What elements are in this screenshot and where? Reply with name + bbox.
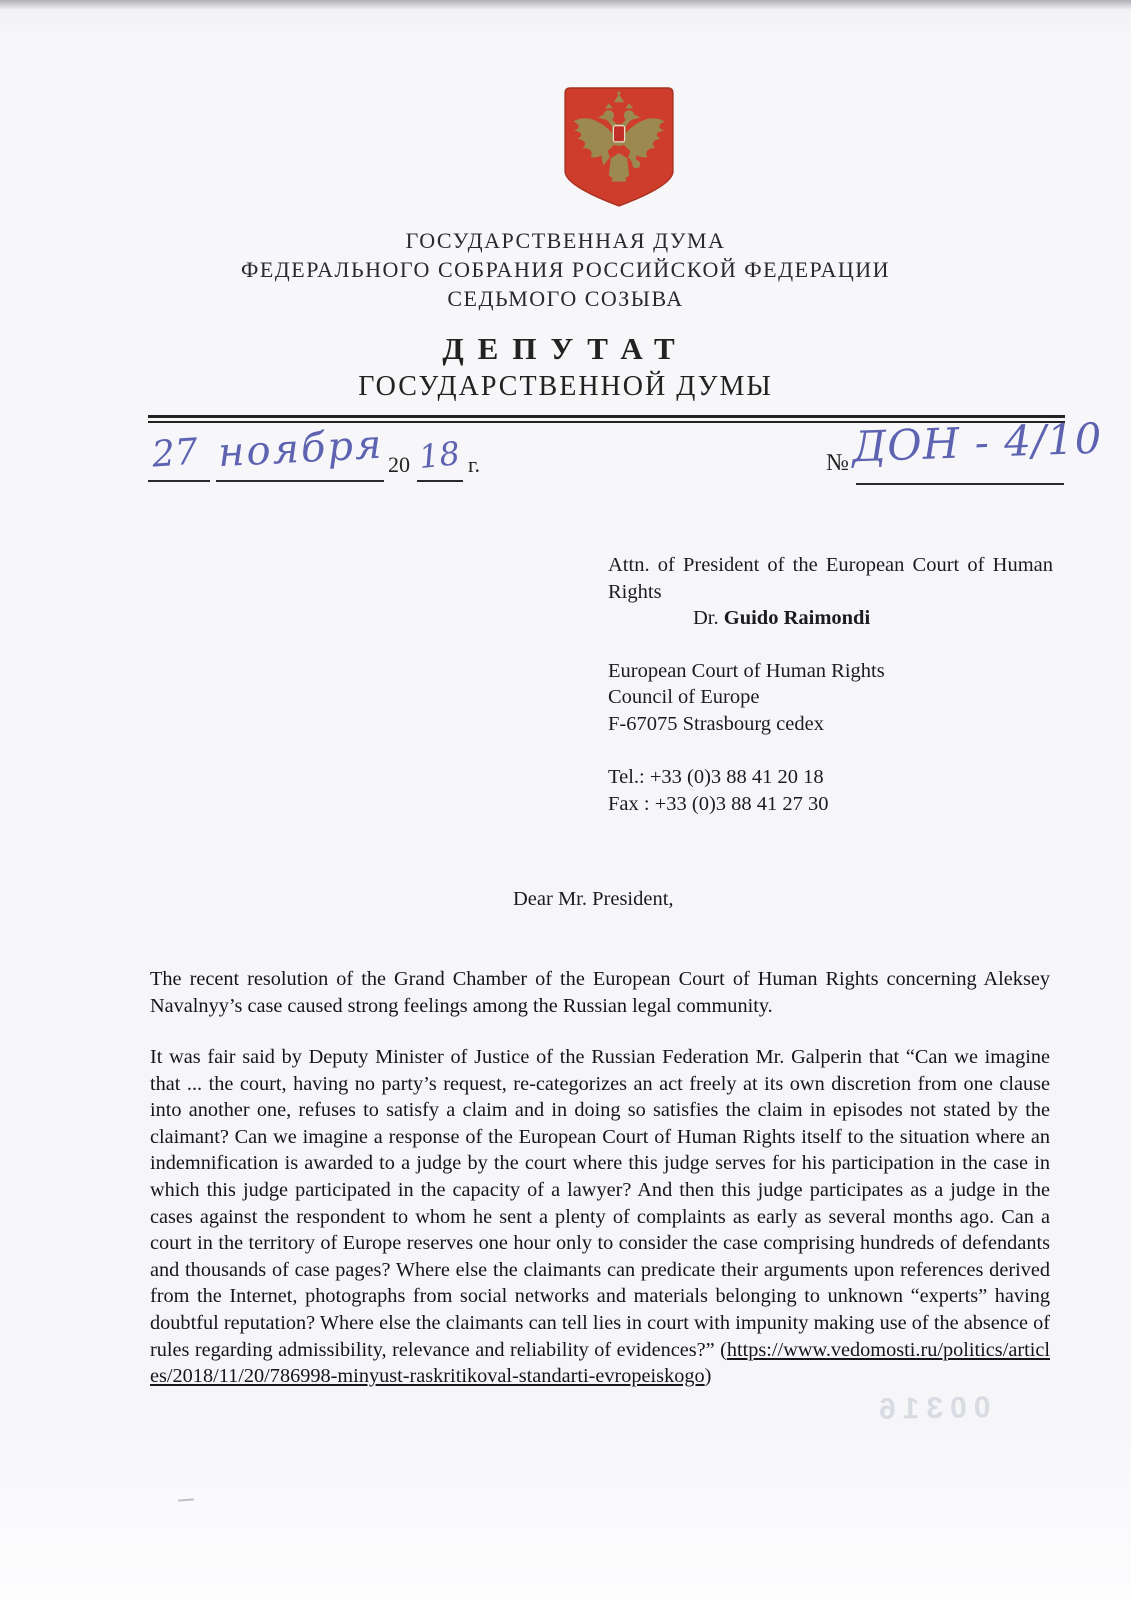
bleedthrough-page-number: 00316 xyxy=(871,1390,991,1427)
letterhead-line-3: СЕДЬМОГО СОЗЫВА xyxy=(447,286,684,311)
letterhead xyxy=(0,226,1131,403)
recipient-address xyxy=(608,658,1053,738)
russian-coat-of-arms-icon xyxy=(561,85,677,209)
link-open-paren: ( xyxy=(720,1338,727,1361)
month-underline xyxy=(216,480,384,482)
recipient-block xyxy=(608,552,1053,817)
body-paragraph-2 xyxy=(150,1044,1050,1390)
salutation: Dear Mr. President, xyxy=(513,888,674,910)
handwritten-day: 27 xyxy=(150,431,200,476)
address-line: Council of Europe xyxy=(608,686,760,708)
letterhead-line-1: ГОСУДАРСТВЕННАЯ ДУМА xyxy=(405,228,726,253)
vedomosti-article-link[interactable]: https://www.vedomosti.ru/politics/articles/2018/11/20/786998-minyust-raskritikoval-standarti-evropeiskogo xyxy=(150,1338,1050,1388)
recipient-attn: Attn. of President of the European Court of Human Rights xyxy=(608,554,1053,603)
handwritten-month: ноября xyxy=(216,421,385,477)
recipient-fax: Fax : +33 (0)3 88 41 27 30 xyxy=(608,792,829,815)
pencil-mark-artifact xyxy=(178,1498,194,1501)
link-close-paren: ) xyxy=(704,1365,712,1388)
number-underline xyxy=(856,483,1064,485)
printed-year-prefix: 20 xyxy=(388,452,410,477)
paragraph-2-text: It was fair said by Deputy Minister of Justice of the Russian Federation Mr. Galperin that “Can we imagine that ... the court, having no party’s request, re-categorizes an act freely at its own discretion from one clause into another one, refuses to satisfy a claim and in doing so satisfies the claim in episodes not stated by the claimant? Can we imagine a response of the European Court of Human Rights itself to the situation where an indemnification is awarded to a judge by the court where this judge serves for his participation in the case in which this judge participated in the capacity of a lawyer? And then this judge participates as a judge in the cases against the respondent to whom he sent a plenty of complaints as early as several months ago. Can a court in the territory of Europe reserves one hour only to consider the case comprising hundreds of defendants and thousands of case pages? Where else the claimants can predicate their arguments upon references derived from the Internet, photographs from social networks and materials belonging to unknown “experts” having doubtful reputation? Where else the claimants can tell lies in court with impunity making use of the absence of rules regarding admissibility, relevance and reliability of evidences?” xyxy=(150,1046,1050,1361)
number-label: № xyxy=(826,450,849,476)
day-underline xyxy=(148,480,210,482)
letterhead-title: ДЕПУТАТ xyxy=(442,331,689,366)
address-line: European Court of Human Rights xyxy=(608,659,885,682)
address-line: F-67075 Strasbourg cedex xyxy=(608,712,824,735)
handwritten-year-suffix: 18 xyxy=(417,433,462,477)
recipient-name-line xyxy=(608,605,1053,632)
handwritten-number: ДОН - 4/10 xyxy=(851,413,1104,472)
recipient-contacts xyxy=(608,764,1053,817)
letterhead-line-2: ФЕДЕРАЛЬНОГО СОБРАНИЯ РОССИЙСКОЙ ФЕДЕРАЦИИ xyxy=(240,257,890,282)
year-abbrev: г. xyxy=(468,452,481,477)
body-paragraph-1: The recent resolution of the Grand Chamber of the European Court of Human Rights concerning Aleksey Navalnyy’s case caused strong feelings among the Russian legal community. xyxy=(150,968,1050,1017)
recipient-name: Guido Raimondi xyxy=(723,607,871,629)
recipient-tel: Tel.: +33 (0)3 88 41 20 18 xyxy=(608,766,824,788)
year-underline xyxy=(417,480,463,482)
recipient-name-prefix: Dr. xyxy=(693,607,724,629)
letterhead-subtitle: ГОСУДАРСТВЕННОЙ ДУМЫ xyxy=(358,371,773,402)
scan-edge-artifact xyxy=(0,0,1131,10)
